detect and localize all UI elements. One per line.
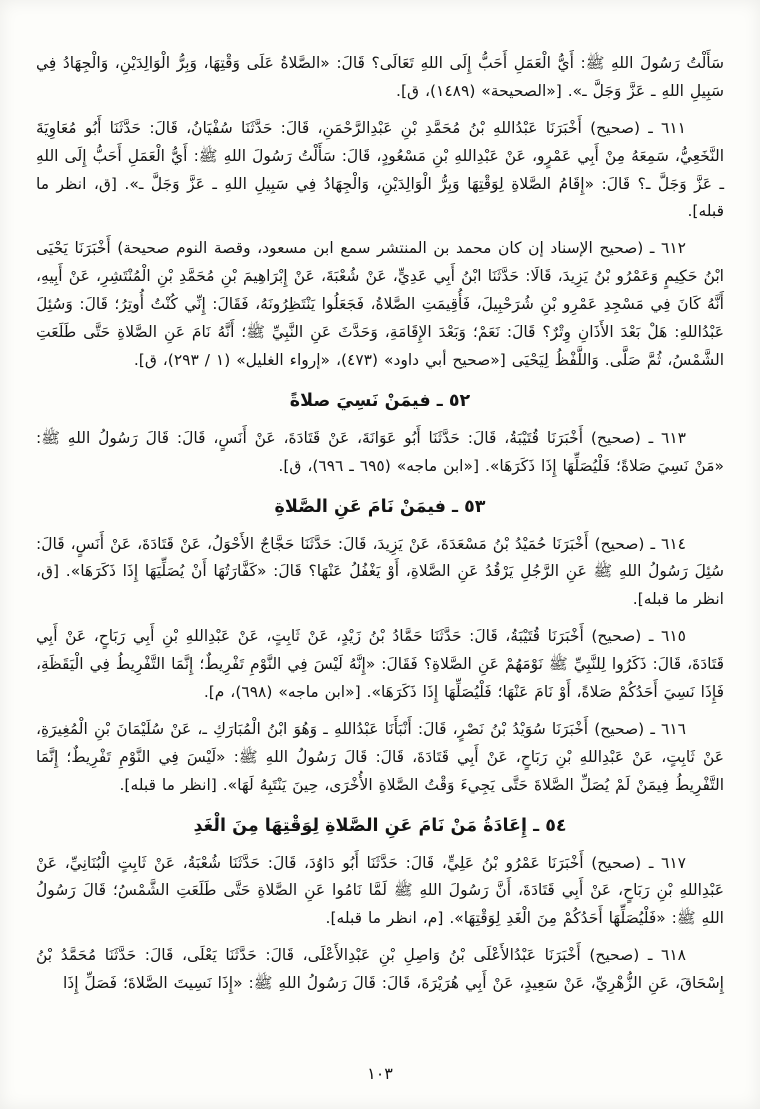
section-heading-54: ٥٤ ـ إِعَادَةُ مَنْ نَامَ عَنِ الصَّلاةِ لِوَقْتِهَا مِنَ الْغَدِ [193, 815, 567, 836]
section-heading-53: ٥٣ ـ فيمَنْ نَامَ عَنِ الصَّلاةِ [274, 496, 486, 517]
section-heading-52: ٥٢ ـ فيمَنْ نَسِيَ صلاةً [289, 390, 471, 411]
hadith-618-paragraph: ٦١٨ ـ (صحيح) أَخْبَرَنَا عَبْدُالأَعْلَى بْنُ وَاصِلِ بْنِ عَبْدِالأَعْلَى، قَالَ: حَدَّثَنَا يَعْلَى، قَالَ: حَدَّثَنَا مُحَمَّدُ بْنُ إِسْحَاقَ، عَنِ الزُّهْرِيِّ، عَنْ سَعِيدٍ، عَنْ أَبِي هُرَيْرَةَ، قَالَ: قَالَ رَسُولُ اللهِ ﷺ: «إِذَا نَسِيتَ الصَّلاةَ؛ فَصَلِّ إِذَا [36, 946, 724, 993]
hadith-614-paragraph: ٦١٤ ـ (صحيح) أَخْبَرَنَا حُمَيْدُ بْنُ مَسْعَدَةَ، عَنْ يَزِيدَ، قَالَ: حَدَّثَنَا حَجَّاجٌ الأَحْوَلُ، عَنْ قَتَادَةَ، عَنْ أَنَسٍ، قَالَ: سُئِلَ رَسُولُ اللهِ ﷺ عَنِ الرَّجُلِ يَرْقُدُ عَنِ الصَّلاةِ، أَوْ يَغْفُلُ عَنْهَا؟ قَالَ: «كَفَّارَتُهَا أَنْ يُصَلِّيَهَا إِذَا ذَكَرَهَا». [ق، انظر ما قبله]. [36, 534, 724, 609]
hadith-611-paragraph: ٦١١ ـ (صحيح) أَخْبَرَنَا عَبْدُاللهِ بْنُ مُحَمَّدِ بْنِ عَبْدِالرَّحْمَنِ، قَالَ: حَدَّثَنَا سُفْيَانُ، قَالَ: حَدَّثَنَا أَبُو مُعَاوِيَةَ النَّخَعِيُّ، سَمِعَهُ مِنْ أَبِي عَمْرٍو، عَنْ عَبْدِاللهِ بْنِ مَسْعُودٍ، قَالَ: سَأَلْتُ رَسُولَ اللهِ ﷺ: أَيُّ الْعَمَلِ أَحَبُّ إِلَى اللهِ ـ عَزَّ وَجَلَّ ـ؟ قَالَ: «إِقَامُ الصَّلاةِ لِوَقْتِهَا وَبِرُّ الْوَالِدَيْنِ، وَالْجِهَادُ فِي سَبِيلِ اللهِ ـ عَزَّ وَجَلَّ ـ». [ق، انظر ما قبله]. [36, 118, 724, 221]
hadith-616-paragraph: ٦١٦ ـ (صحيح) أَخْبَرَنَا سُوَيْدُ بْنُ نَصْرٍ، قَالَ: أَنْبَأَنَا عَبْدُاللهِ ـ وَهُوَ ابْنُ الْمُبَارَكِ ـ، عَنْ سُلَيْمَانَ بْنِ الْمُغِيرَةِ، عَنْ ثَابِتٍ، عَنْ عَبْدِاللهِ بْنِ رَبَاحٍ، عَنْ أَبِي قَتَادَةَ، قَالَ: قَالَ رَسُولُ اللهِ ﷺ: «لَيْسَ فِي النَّوْمِ تَفْرِيطٌ؛ إِنَّمَا التَّفْرِيطُ فِيمَنْ لَمْ يُصَلِّ الصَّلاةَ حَتَّى يَجِيءَ وَقْتُ الصَّلاةِ الأُخْرَى، حِينَ يَنْتَبِهُ لَهَا». [انظر ما قبله]. [36, 719, 724, 794]
page-number: ١٠٣ [367, 1064, 393, 1083]
hadith-continuation-paragraph: سَأَلْتُ رَسُولَ اللهِ ﷺ: أَيُّ الْعَمَلِ أَحَبُّ إِلَى اللهِ تَعَالَى؟ قَالَ: «الصَّلاةُ عَلَى وَقْتِهَا، وَبِرُّ الْوَالِدَيْنِ، وَالْجِهَادُ فِي سَبِيلِ اللهِ ـ عَزَّ وَجَلَّ ـ». [«الصحيحة» (١٤٨٩)، ق]. [36, 54, 724, 100]
hadith-615-paragraph: ٦١٥ ـ (صحيح) أَخْبَرَنَا قُتَيْبَةُ، قَالَ: حَدَّثَنَا حَمَّادُ بْنُ زَيْدٍ، عَنْ ثَابِتٍ، عَنْ عَبْدِاللهِ بْنِ أَبِي رَبَاحٍ، عَنْ أَبِي قَتَادَةَ، قَالَ: ذَكَرُوا لِلنَّبِيِّ ﷺ نَوْمَهُمْ عَنِ الصَّلاةِ؟ فَقَالَ: «إِنَّهُ لَيْسَ فِي النَّوْمِ تَفْرِيطٌ؛ إِنَّمَا التَّفْرِيطُ فِي الْيَقَظَةِ، فَإِذَا نَسِيَ أَحَدُكُمْ صَلاةً، أَوْ نَامَ عَنْهَا؛ فَلْيُصَلِّهَا إِذَا ذَكَرَهَا». [«ابن ماجه» (٦٩٨)، م]. [36, 627, 724, 702]
hadith-612-paragraph: ٦١٢ ـ (صحيح الإسناد إن كان محمد بن المنتشر سمع ابن مسعود، وقصة النوم صحيحة) أَخْبَرَنَا يَحْيَى ابْنُ حَكِيمٍ وَعَمْرُو بْنُ يَزِيدَ، قَالَا: حَدَّثَنَا ابْنُ أَبِي عَدِيٍّ، عَنْ شُعْبَةَ، عَنْ إِبْرَاهِيمَ بْنِ مُحَمَّدِ بْنِ الْمُنْتَشِرِ، عَنْ أَبِيهِ، أَنَّهُ كَانَ فِي مَسْجِدِ عَمْرِو بْنِ شُرَحْبِيلَ، فَأُقِيمَتِ الصَّلاةُ، فَجَعَلُوا يَنْتَظِرُونَهُ، فَقَالَ: إِنِّي كُنْتُ أُوتِرُ؛ قَالَ: وَسُئِلَ عَبْدُاللهِ: هَلْ بَعْدَ الأَذَانِ وِتْرٌ؟ قَالَ: نَعَمْ؛ وَبَعْدَ الإِقَامَةِ، وَحَدَّثَ عَنِ النَّبِيِّ ﷺ؛ أَنَّهُ نَامَ عَنِ الصَّلاةِ حَتَّى طَلَعَتِ الشَّمْسُ، ثُمَّ صَلَّى. وَاللَّفْظُ لِيَحْيَى [«صحيح أبي داود» (٤٧٣)، «إرواء الغليل» (١ / ٢٩٣)، ق]. [36, 239, 724, 369]
hadith-617-paragraph: ٦١٧ ـ (صحيح) أَخْبَرَنَا عَمْرُو بْنُ عَلِيٍّ، قَالَ: حَدَّثَنَا أَبُو دَاوُدَ، قَالَ: حَدَّثَنَا شُعْبَةُ، عَنْ ثَابِتٍ الْبُنَانِيِّ، عَنْ عَبْدِاللهِ بْنِ رَبَاحٍ، عَنْ أَبِي قَتَادَةَ، أَنَّ رَسُولَ اللهِ ﷺ لَمَّا نَامُوا عَنِ الصَّلاةِ حَتَّى طَلَعَتِ الشَّمْسُ؛ قَالَ رَسُولُ اللهِ ﷺ: «فَلْيُصَلِّهَا أَحَدُكُمْ مِنَ الْغَدِ لِوَقْتِهَا». [م، انظر ما قبله]. [36, 853, 724, 928]
hadith-613-paragraph: ٦١٣ ـ (صحيح) أَخْبَرَنَا قُتَيْبَةُ، قَالَ: حَدَّثَنَا أَبُو عَوَانَةَ، عَنْ قَتَادَةَ، عَنْ أَنَسٍ، قَالَ: قَالَ رَسُولُ اللهِ ﷺ: «مَنْ نَسِيَ صَلاةً؛ فَلْيُصَلِّهَا إِذَا ذَكَرَهَا». [«ابن ماجه» (٦٩٥ ـ ٦٩٦)، ق]. [36, 428, 724, 475]
